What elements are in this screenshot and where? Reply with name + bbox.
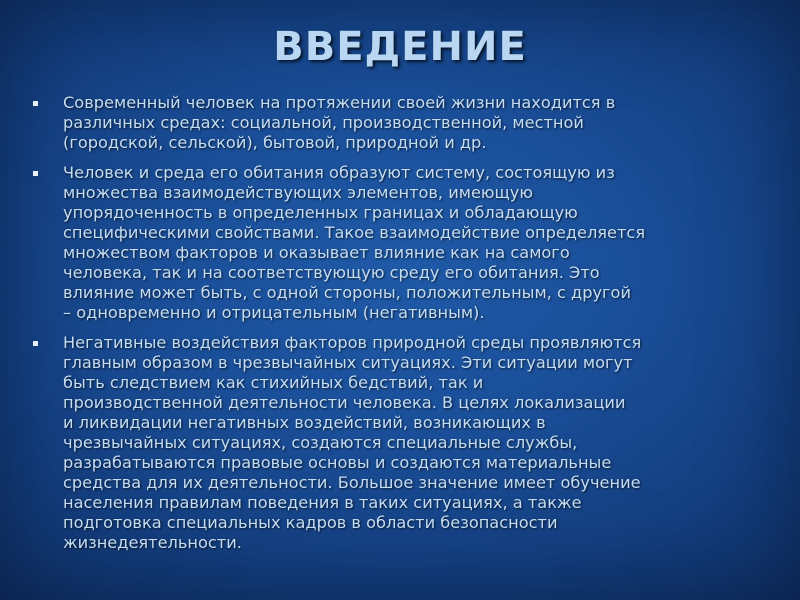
bullet-item: [30, 333, 775, 553]
bullet-item: [30, 163, 775, 323]
bullet-item: [30, 93, 775, 153]
bullet-list: [30, 93, 775, 563]
square-bullet-icon: [33, 171, 38, 176]
square-bullet-icon: [33, 341, 38, 346]
bullet-text: Современный человек на протяжении своей жизни находится в различных средах: социальной, производственной, местной (городской, сельской), бытовой, природной и др.: [63, 93, 616, 152]
bullet-text: Негативные воздействия факторов природной среды проявляются главным образом в чрезвычайных ситуациях. Эти ситуации могут быть следствием как стихийных бедствий, так и производственной деятельности человека. В целях локализации и ликвидации негативных воздействий, возникающих в чрезвычайных ситуациях, создаются специальные службы, разрабатываются правовые основы и создаются материальные средства для их деятельности. Большое значение имеет обучение населения правилам поведения в таких ситуациях, а также подготовка специальных кадров в области безопасности жизнедеятельности.: [63, 333, 642, 552]
bullet-text: Человек и среда его обитания образуют систему, состоящую из множества взаимодействующих элементов, имеющую упорядоченность в определенных границах и обладающую специфическими свойствами. Такое взаимодействие определяется множеством факторов и оказывает влияние как на самого человека, так и на соответствующую среду его обитания. Это влияние может быть, с одной стороны, положительным, с другой – одновременно и отрицательным (негативным).: [63, 163, 646, 322]
slide-title: ВВЕДЕНИЕ: [273, 24, 527, 70]
square-bullet-icon: [33, 101, 38, 106]
